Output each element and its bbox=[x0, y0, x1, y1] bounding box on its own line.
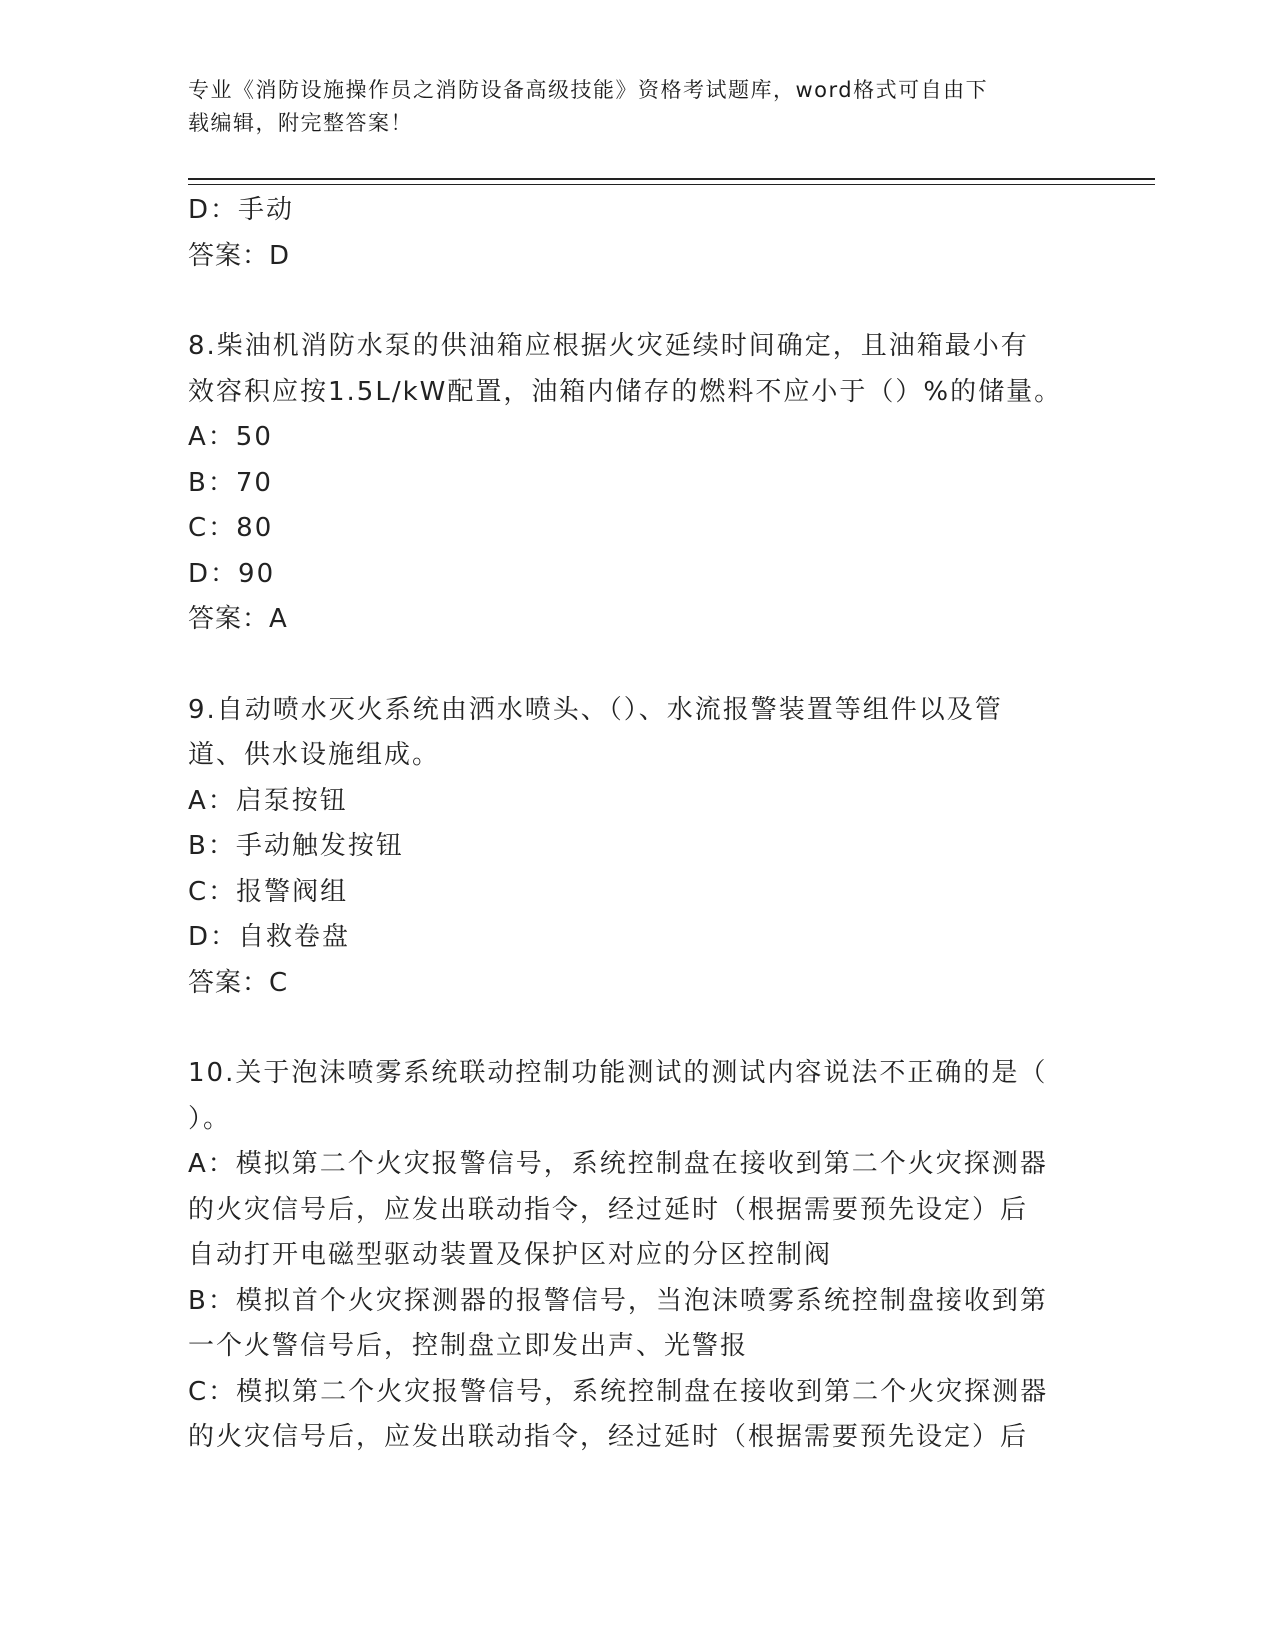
option-d: D：手动 bbox=[188, 195, 295, 225]
option-b-line: B：模拟首个火灾探测器的报警信号，当泡沫喷雾系统控制盘接收到第 bbox=[188, 1285, 1048, 1316]
option-c-line: C：模拟第二个火灾报警信号，系统控制盘在接收到第二个火灾探测器 bbox=[188, 1376, 1049, 1407]
option-c: C：80 bbox=[188, 513, 274, 543]
spacer bbox=[188, 279, 1088, 324]
answer-line: 答案：D bbox=[188, 240, 291, 271]
option-b-line: 一个火警信号后，控制盘立即发出声、光警报 bbox=[188, 1331, 749, 1361]
question-stem-line: 10.关于泡沫喷雾系统联动控制功能测试的测试内容说法不正确的是（ bbox=[188, 1058, 1048, 1088]
option-b: B：70 bbox=[188, 467, 273, 498]
spacer bbox=[188, 1006, 1088, 1051]
option-c-line: 的火灾信号后，应发出联动指令，经过延时（根据需要预先设定）后 bbox=[188, 1422, 1029, 1452]
option-b: B：手动触发按钮 bbox=[188, 831, 404, 861]
question-stem-line: 效容积应按1.5L/kW配置，油箱内储存的燃料不应小于（）%的储量。 bbox=[188, 376, 1063, 407]
spacer bbox=[188, 643, 1088, 688]
carryover-block bbox=[188, 188, 1088, 279]
question-9 bbox=[188, 688, 1088, 1007]
question-stem-line: 9.自动喷水灭火系统由洒水喷头、（）、水流报警装置等组件以及管 bbox=[188, 694, 1003, 725]
option-d: D：自救卷盘 bbox=[188, 922, 351, 952]
option-a-line: A：模拟第二个火灾报警信号，系统控制盘在接收到第二个火灾探测器 bbox=[188, 1149, 1048, 1179]
question-stem-line: 8.柴油机消防水泵的供油箱应根据火灾延续时间确定，且油箱最小有 bbox=[188, 331, 1029, 361]
page-header bbox=[188, 74, 1068, 140]
header-divider-thin bbox=[188, 184, 1155, 185]
option-a-line: 自动打开电磁型驱动装置及保护区对应的分区控制阀 bbox=[188, 1240, 833, 1270]
question-stem-line: 道、供水设施组成。 bbox=[188, 740, 441, 770]
header-line-2: 载编辑，附完整答案！ bbox=[188, 111, 413, 135]
answer-line: 答案：C bbox=[188, 967, 289, 998]
question-stem-line: ）。 bbox=[188, 1103, 232, 1134]
option-a-line: 的火灾信号后，应发出联动指令，经过延时（根据需要预先设定）后 bbox=[188, 1194, 1029, 1225]
question-10 bbox=[188, 1051, 1088, 1461]
header-divider-thick bbox=[188, 178, 1155, 180]
question-8 bbox=[188, 324, 1088, 643]
answer-line: 答案：A bbox=[188, 604, 288, 634]
option-c: C：报警阀组 bbox=[188, 876, 349, 907]
option-a: A：启泵按钮 bbox=[188, 785, 348, 816]
document-body bbox=[188, 188, 1088, 1461]
option-d: D：90 bbox=[188, 558, 276, 589]
header-line-1: 专业《消防设施操作员之消防设备高级技能》资格考试题库，word格式可自由下 bbox=[188, 78, 989, 102]
option-a: A：50 bbox=[188, 422, 273, 452]
